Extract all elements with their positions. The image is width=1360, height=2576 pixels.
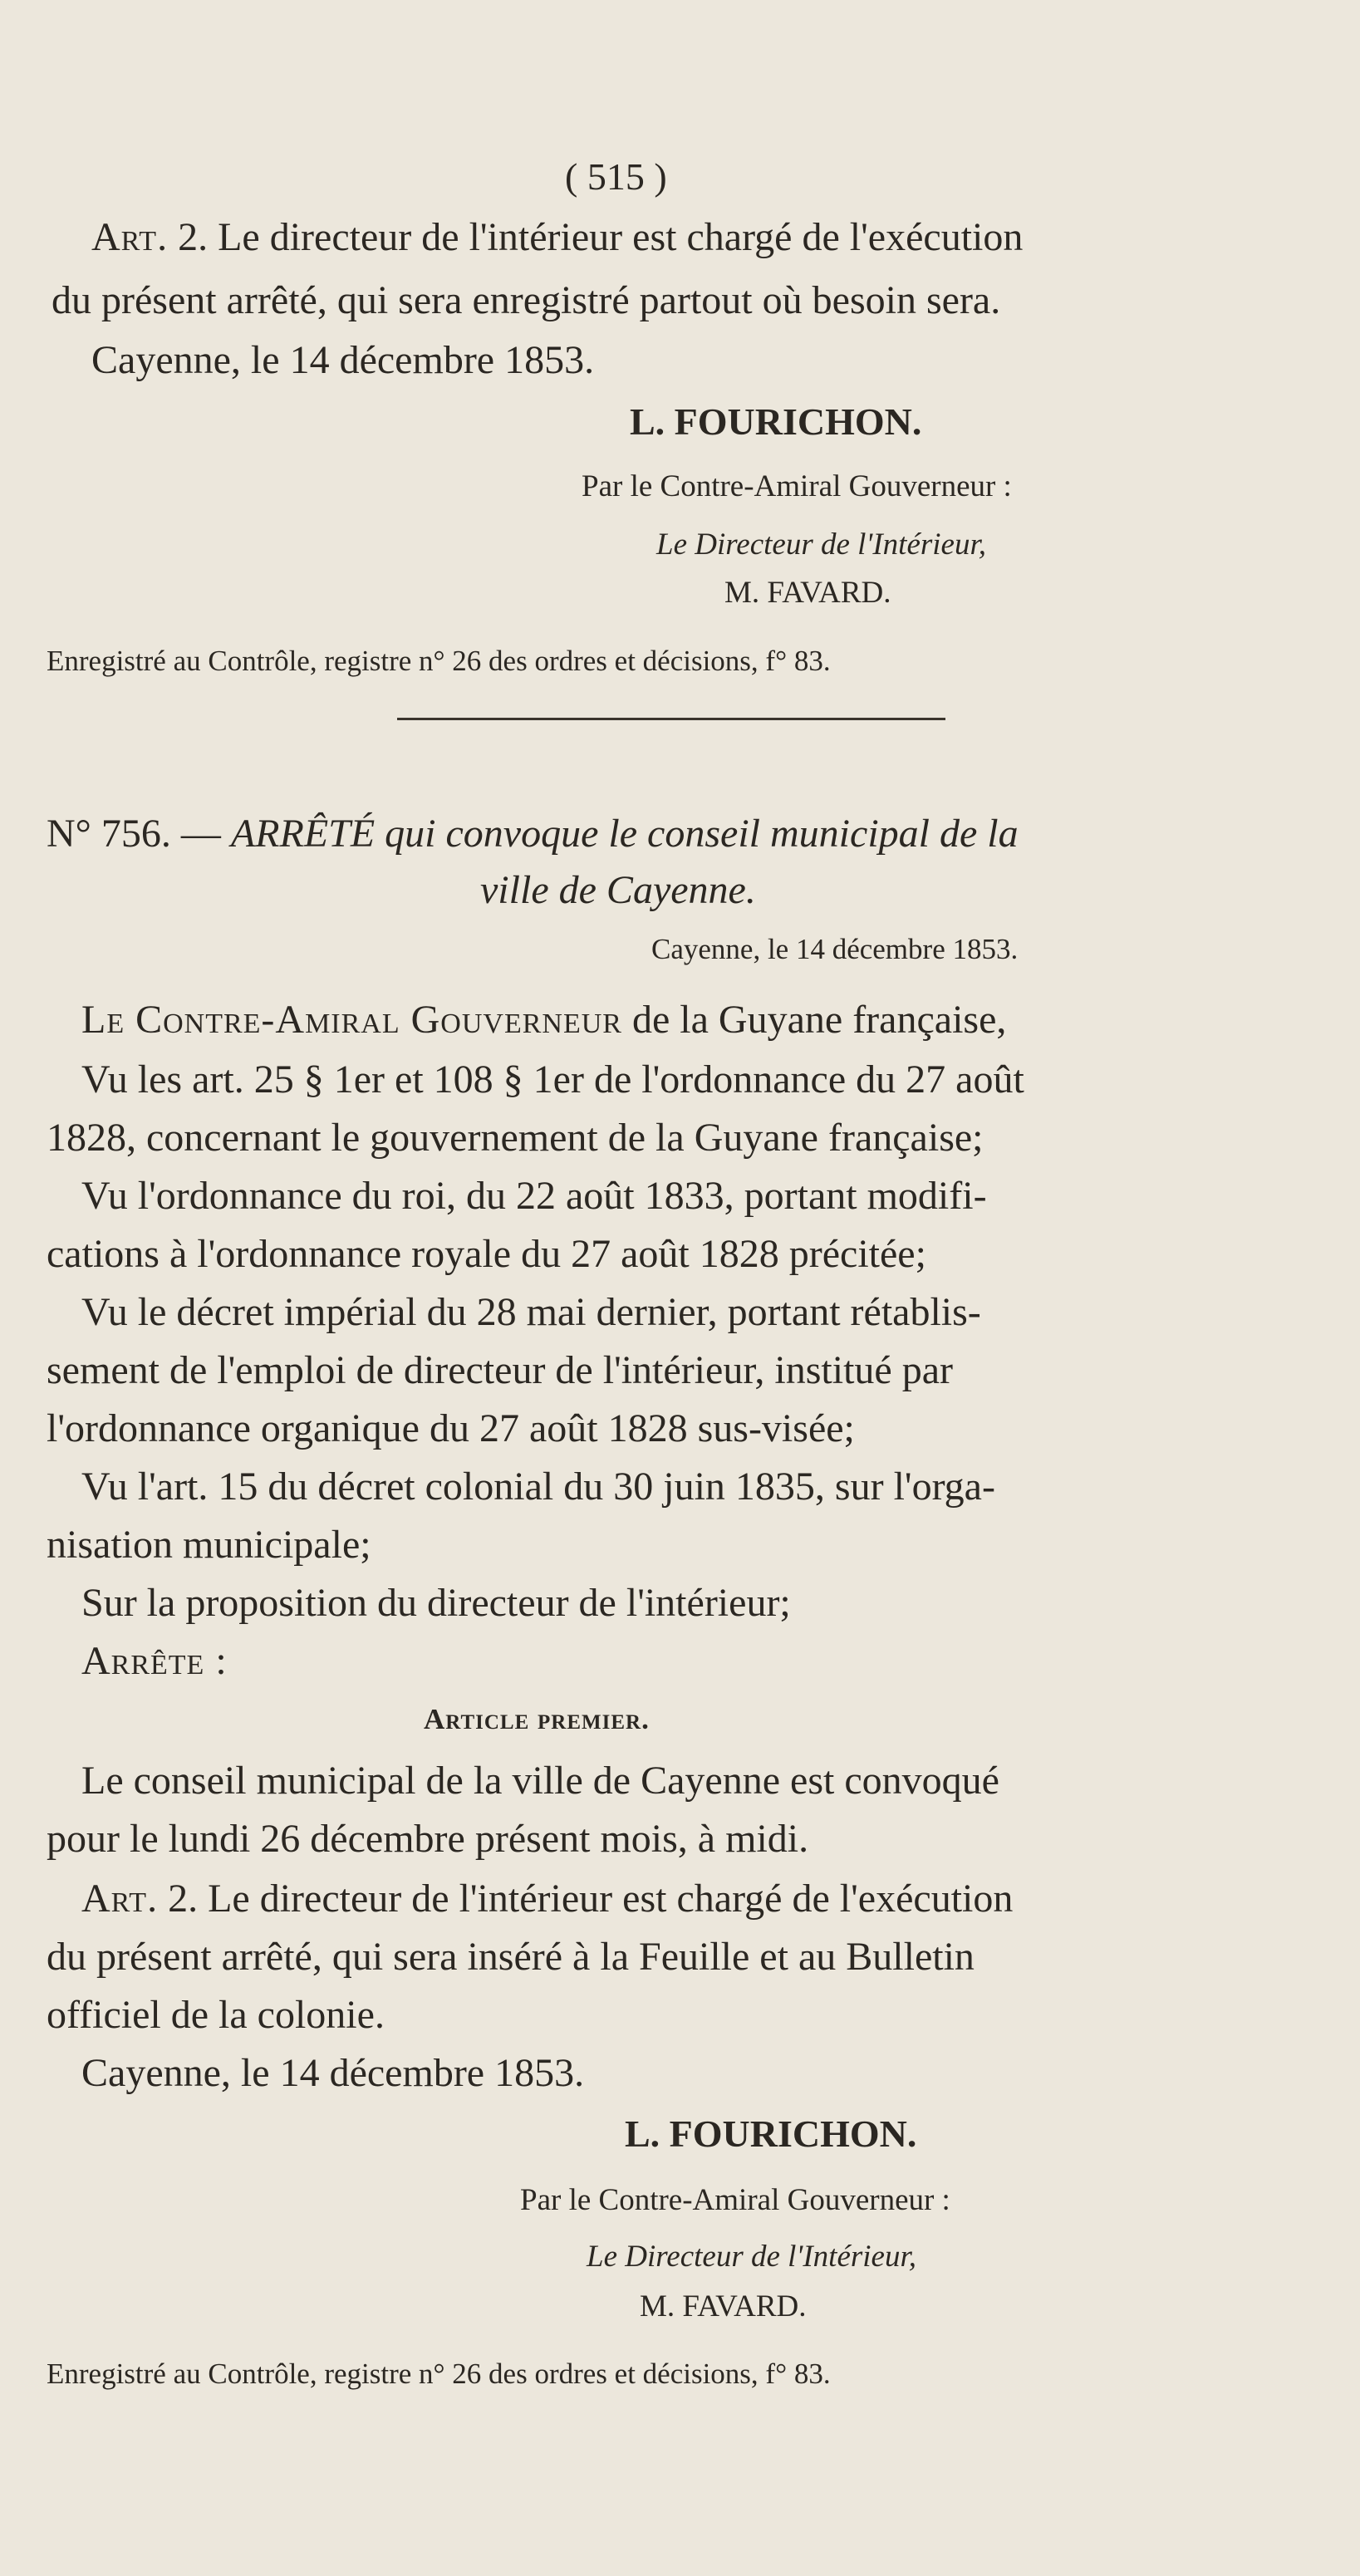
first-act-director-name: M. FAVARD.: [724, 576, 891, 610]
considering-3-line3: l'ordonnance organique du 27 août 1828 sus-visée;: [47, 1406, 855, 1450]
considering-3-line2: sement de l'emploi de directeur de l'intérieur, institué par: [47, 1348, 953, 1392]
considering-4-line1: Vu l'art. 15 du décret colonial du 30 juin 1835, sur l'orga-: [81, 1465, 995, 1509]
act-number: N° 756. —: [47, 812, 221, 856]
considering-1-line2: 1828, concernant le gouvernement de la Guyane française;: [47, 1116, 984, 1160]
article2-text: 2. Le directeur de l'intérieur est chargé de l'exécution: [168, 1877, 1014, 1921]
first-act-director-title: Le Directeur de l'Intérieur,: [656, 527, 987, 562]
second-act-by-line: Par le Contre-Amiral Gouverneur :: [520, 2183, 950, 2217]
considering-1-line1: Vu les art. 25 § 1er et 108 § 1er de l'ordonnance du 27 août: [81, 1057, 1024, 1102]
act-number-line: [47, 814, 1019, 854]
second-act-registration: Enregistré au Contrôle, registre n° 26 des ordres et décisions, f° 83.: [47, 2358, 831, 2390]
article1-line1: Le conseil municipal de la ville de Cayenne est convoqué: [81, 1759, 999, 1803]
proposal-line: Sur la proposition du directeur de l'intérieur;: [81, 1581, 791, 1625]
arrete-line: Arrête :: [81, 1639, 228, 1683]
article2-line2: du présent arrêté, qui sera inséré à la Feuille et au Bulletin: [47, 1935, 975, 1979]
article2-line3: officiel de la colonie.: [47, 1993, 385, 2037]
first-art2-line2: du présent arrêté, qui sera enregistré partout où besoin sera.: [52, 278, 1001, 322]
act-dateline: Cayenne, le 14 décembre 1853.: [651, 933, 1019, 965]
preamble-issuer: Le Contre-Amiral Gouverneur: [81, 998, 622, 1042]
considering-3-line1: Vu le décret impérial du 28 mai dernier, portant rétablis-: [81, 1290, 981, 1334]
first-act-date: Cayenne, le 14 décembre 1853.: [91, 338, 595, 382]
first-act-by-line: Par le Contre-Amiral Gouverneur :: [582, 469, 1012, 503]
second-act-director-title: Le Directeur de l'Intérieur,: [587, 2240, 917, 2274]
considering-4-line2: nisation municipale;: [47, 1523, 371, 1567]
preamble-line: [81, 1000, 1006, 1040]
first-act-registration: Enregistré au Contrôle, registre n° 26 des ordres et décisions, f° 83.: [47, 645, 831, 677]
second-act-date: Cayenne, le 14 décembre 1853.: [81, 2051, 585, 2095]
page-number: ( 515 ): [565, 155, 667, 198]
preamble-rest: de la Guyane française,: [631, 998, 1007, 1042]
first-act-signature: L. FOURICHON.: [630, 400, 922, 443]
second-act-signature: L. FOURICHON.: [625, 2112, 917, 2155]
article2-line1: [81, 1879, 1013, 1919]
act-title-line2: ville de Cayenne.: [480, 868, 756, 912]
act-title-line1: ARRÊTÉ qui convoque le conseil municipal de la: [230, 812, 1019, 856]
first-art2-text: 2. Le directeur de l'intérieur est chargé de l'exécution: [178, 215, 1024, 259]
second-act-director-name: M. FAVARD.: [640, 2289, 807, 2323]
article1-line2: pour le lundi 26 décembre présent mois, à midi.: [47, 1817, 809, 1861]
section-divider: [397, 718, 945, 720]
article-premier-heading: Article premier.: [424, 1703, 650, 1735]
considering-2-line2: cations à l'ordonnance royale du 27 août 1828 précitée;: [47, 1232, 926, 1276]
article2-label: Art.: [81, 1877, 159, 1921]
considering-2-line1: Vu l'ordonnance du roi, du 22 août 1833, portant modifi-: [81, 1174, 987, 1218]
first-art2-label: Art.: [91, 215, 169, 259]
first-art2-line1: [91, 215, 1024, 259]
